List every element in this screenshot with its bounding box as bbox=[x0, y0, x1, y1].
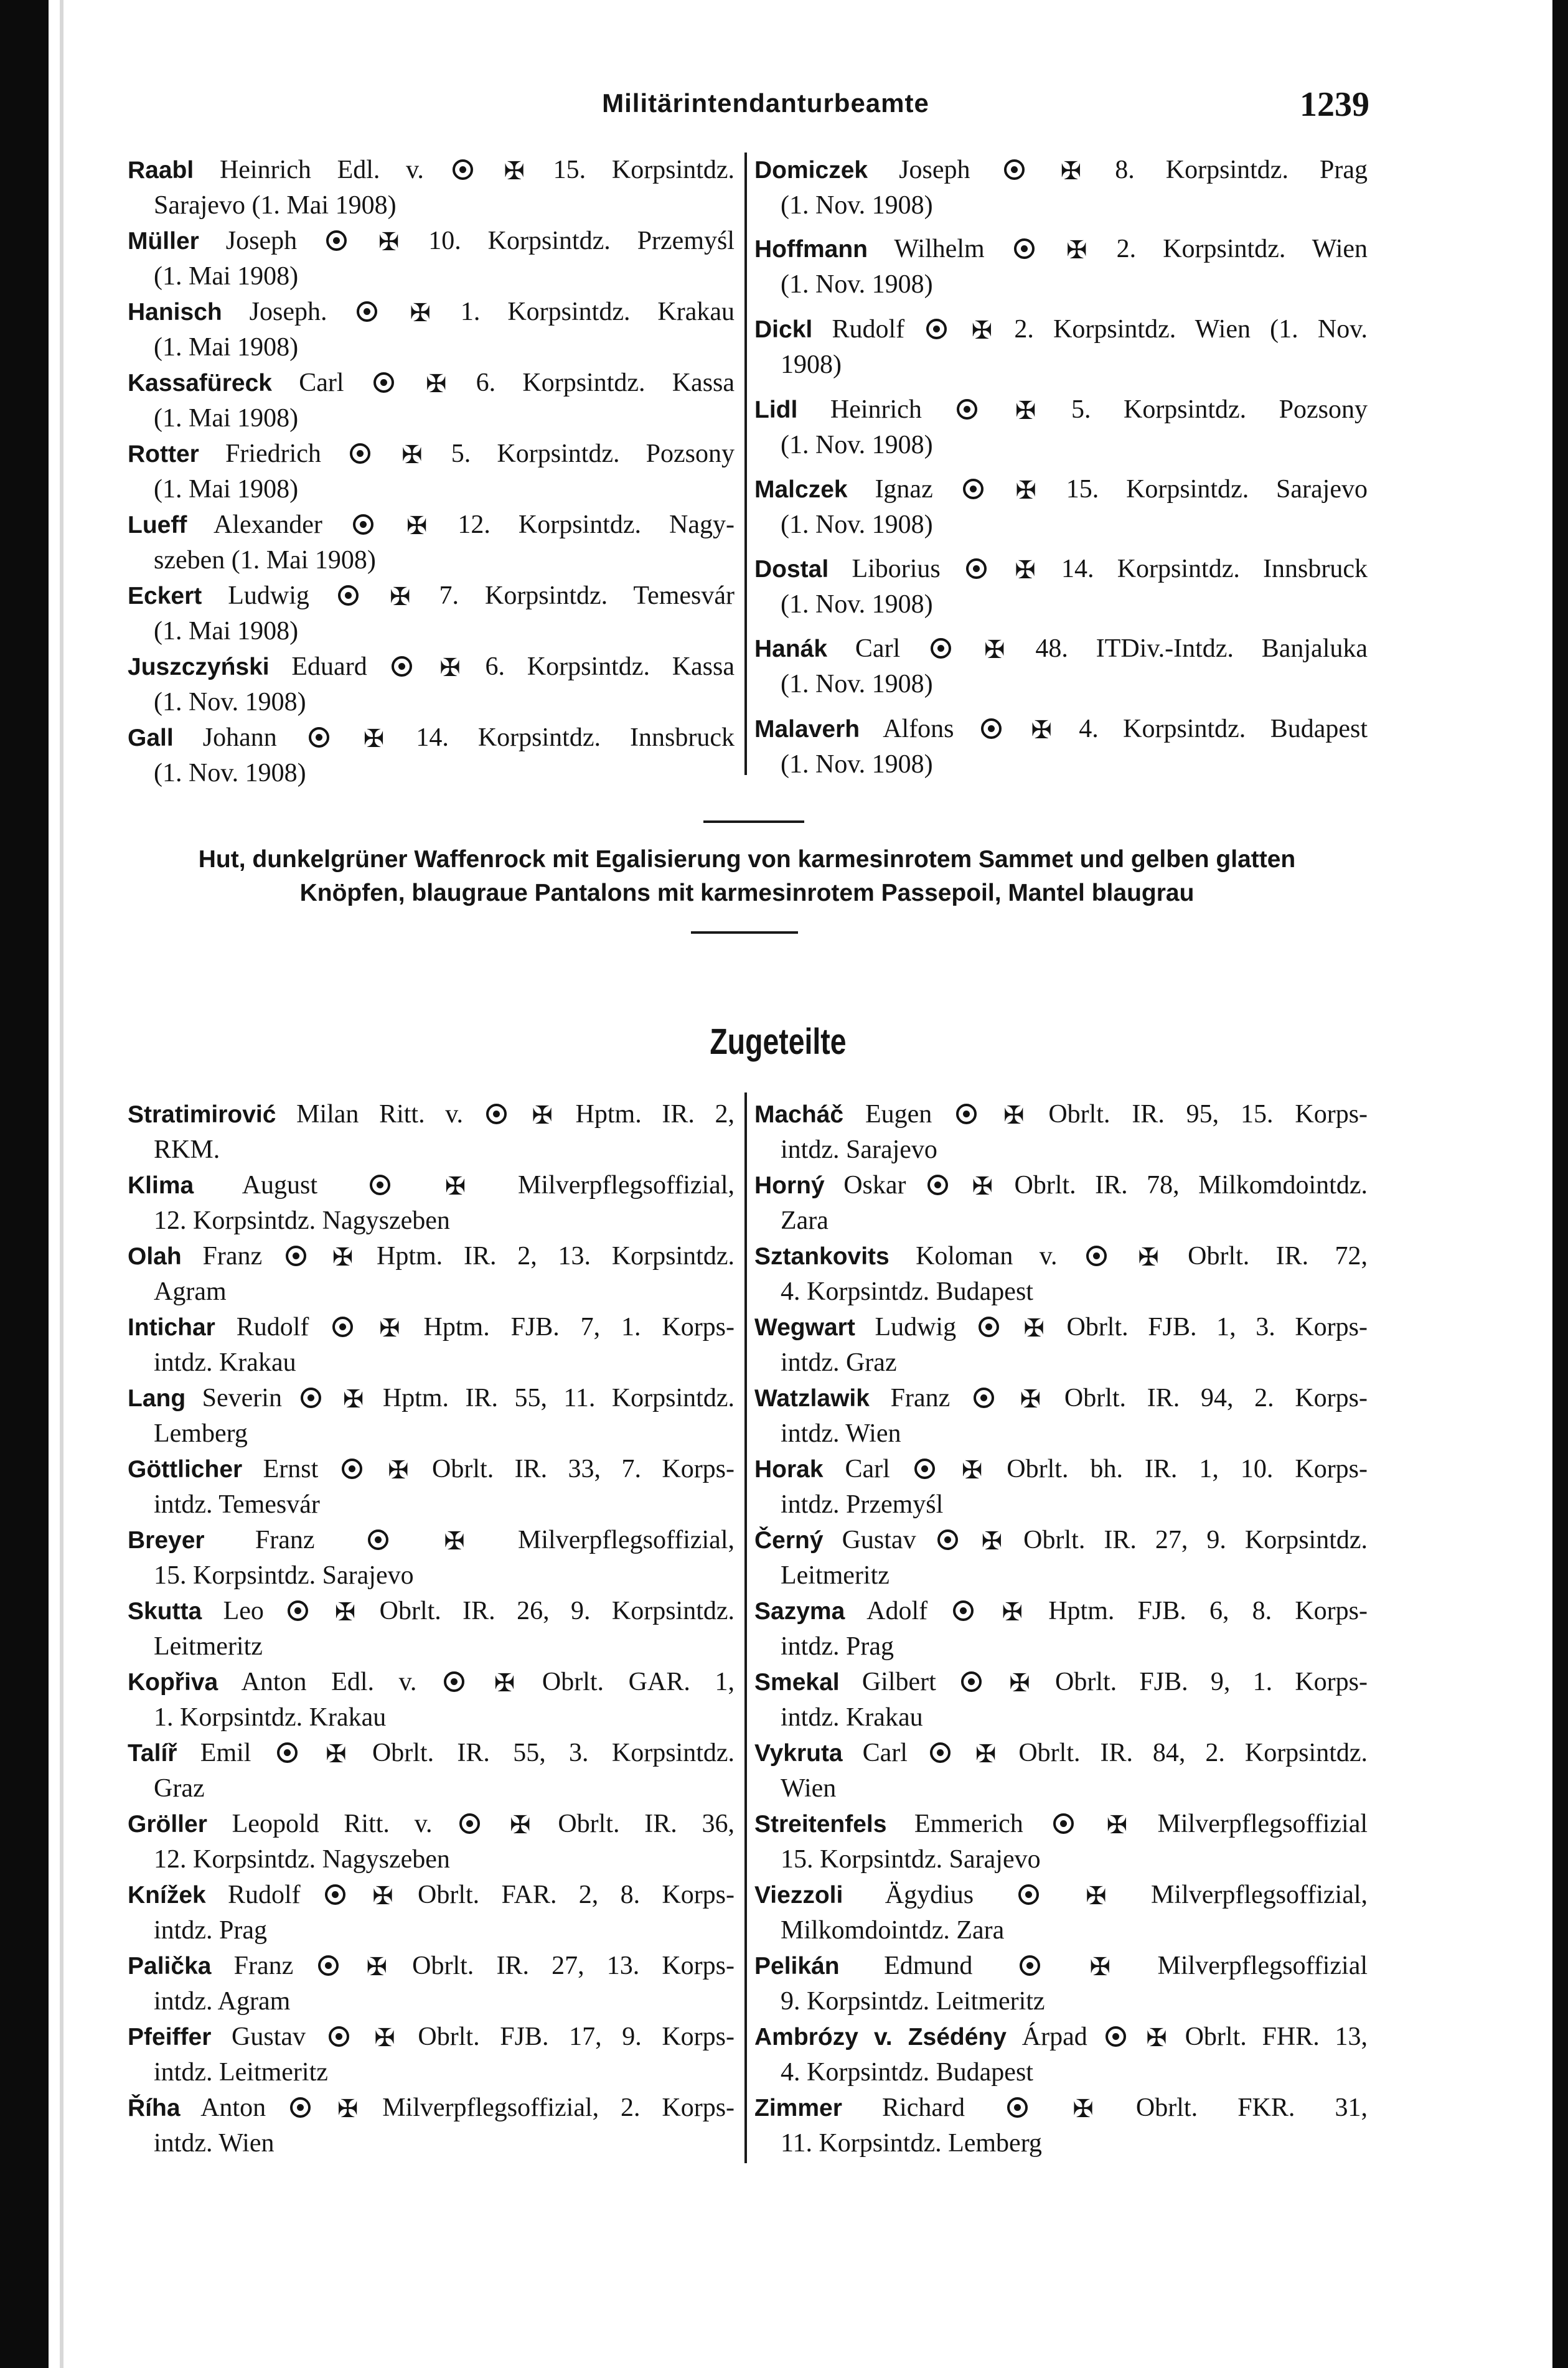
entry-line: Pelikán Edmund ✠ Milverpflegsoffizial bbox=[754, 1952, 1368, 1981]
decoration-cross-icon: ✠ bbox=[425, 370, 447, 398]
list-item bbox=[754, 1168, 1368, 1239]
decoration-medal-icon bbox=[930, 1742, 951, 1763]
decoration-medal-icon bbox=[974, 1388, 994, 1408]
decoration-medal-icon bbox=[309, 727, 329, 748]
decoration-cross-icon: ✠ bbox=[337, 2095, 359, 2123]
entry-surname: Gall bbox=[128, 725, 174, 751]
entry-surname: Hanisch bbox=[128, 299, 222, 326]
decoration-cross-icon: ✠ bbox=[1073, 2095, 1094, 2123]
decoration-medal-icon bbox=[301, 1388, 321, 1408]
entry-line: Paličkа Franz ✠ Obrlt. IR. 27, 13. Korps- bbox=[128, 1952, 735, 1981]
decoration-medal-icon bbox=[459, 1813, 480, 1834]
list-item bbox=[754, 1877, 1368, 1948]
list-item bbox=[754, 1381, 1368, 1452]
entry-surname: Lueff bbox=[128, 512, 187, 538]
entry-line: (1. Nov. 1908) bbox=[781, 590, 933, 619]
entry-line: Zara bbox=[781, 1206, 829, 1235]
decoration-medal-icon bbox=[957, 399, 977, 420]
entry-line: intdz. Prag bbox=[781, 1632, 894, 1661]
uniform-description bbox=[128, 843, 1366, 910]
decoration-medal-icon bbox=[937, 1529, 958, 1550]
entry-line: Graz bbox=[154, 1774, 205, 1803]
decoration-cross-icon: ✠ bbox=[1138, 1243, 1159, 1271]
entry-line: 12. Korpsintdz. Nagyszeben bbox=[154, 1206, 450, 1235]
decoration-cross-icon: ✠ bbox=[389, 583, 411, 611]
entry-line: Klima August ✠ Milverpflegsoffizial, bbox=[128, 1171, 735, 1200]
entry-line: 9. Korpsintdz. Leitmeritz bbox=[781, 1987, 1045, 2016]
decoration-medal-icon bbox=[353, 514, 373, 535]
decoration-cross-icon: ✠ bbox=[984, 636, 1005, 664]
entry-line: Skutta Leo ✠ Obrlt. IR. 26, 9. Korpsintdz. bbox=[128, 1597, 735, 1626]
entry-surname: Juszczyński bbox=[128, 654, 270, 680]
entry-line: (1. Nov. 1908) bbox=[781, 510, 933, 539]
decoration-cross-icon: ✠ bbox=[1031, 716, 1052, 744]
entry-surname: Malczek bbox=[754, 476, 848, 503]
list-item bbox=[128, 1594, 735, 1665]
entry-line: Horný Oskar ✠ Obrlt. IR. 78, Milkomdointdz. bbox=[754, 1171, 1368, 1200]
decoration-medal-icon bbox=[338, 585, 359, 606]
entry-line: 1908) bbox=[781, 350, 842, 379]
entry-surname: Knížek bbox=[128, 1882, 206, 1909]
entry-line: Kopřiva Anton Edl. v. ✠ Obrlt. GAR. 1, bbox=[128, 1668, 735, 1697]
entry-line: (1. Mai 1908) bbox=[154, 404, 299, 433]
list-item bbox=[128, 436, 735, 507]
decoration-medal-icon bbox=[963, 479, 984, 499]
decoration-cross-icon: ✠ bbox=[1002, 1598, 1023, 1626]
entry-line: Dickl Rudolf ✠ 2. Korpsintdz. Wien (1. Nov. bbox=[754, 315, 1368, 344]
entry-line: intdz. Leitmeritz bbox=[154, 2058, 328, 2087]
list-item bbox=[128, 1736, 735, 1807]
entry-line: intdz. Prag bbox=[154, 1916, 267, 1945]
list-item bbox=[128, 1452, 735, 1523]
decoration-medal-icon bbox=[325, 1884, 345, 1905]
decoration-cross-icon: ✠ bbox=[401, 441, 423, 469]
entry-surname: Sazyma bbox=[754, 1598, 845, 1625]
list-item bbox=[754, 1310, 1368, 1381]
uniform-description-line: Hut, dunkelgrüner Waffenrock mit Egalisierung von karmesinrotem Sammet und gelben glatten bbox=[198, 846, 1296, 873]
entry-line: Dostal Liborius ✠ 14. Korpsintdz. Innsbruck bbox=[754, 555, 1368, 584]
entry-line: Sztankovits Koloman v. ✠ Obrlt. IR. 72, bbox=[754, 1242, 1368, 1271]
list-item bbox=[128, 649, 735, 720]
decoration-cross-icon: ✠ bbox=[363, 725, 385, 753]
decoration-medal-icon bbox=[288, 1600, 308, 1621]
entry-line: Olah Franz ✠ Hptm. IR. 2, 13. Korpsintdz. bbox=[128, 1242, 735, 1271]
entry-line: 1. Korpsintdz. Krakau bbox=[154, 1703, 387, 1732]
decoration-medal-icon bbox=[277, 1742, 298, 1763]
decoration-cross-icon: ✠ bbox=[972, 1172, 993, 1200]
decoration-medal-icon bbox=[368, 1529, 388, 1550]
entry-line: Intichar Rudolf ✠ Hptm. FJB. 7, 1. Korps- bbox=[128, 1313, 735, 1342]
entry-line: Pfeiffer Gustav ✠ Obrlt. FJB. 17, 9. Korps- bbox=[128, 2023, 735, 2052]
entry-line: 12. Korpsintdz. Nagyszeben bbox=[154, 1845, 450, 1874]
list-item bbox=[128, 1239, 735, 1310]
entry-line: Raabl Heinrich Edl. v. ✠ 15. Korpsintdz. bbox=[128, 156, 735, 185]
decoration-medal-icon bbox=[1004, 159, 1025, 180]
scan-gutter-line bbox=[60, 0, 63, 2368]
entry-line: intdz. Wien bbox=[781, 1419, 901, 1448]
decoration-cross-icon: ✠ bbox=[494, 1669, 515, 1697]
entry-line: Hanisch Joseph. ✠ 1. Korpsintdz. Krakau bbox=[128, 298, 735, 327]
list-item bbox=[754, 1807, 1368, 1877]
decoration-medal-icon bbox=[392, 656, 412, 677]
entry-surname: Klima bbox=[128, 1172, 194, 1199]
section-rule bbox=[703, 820, 804, 823]
decoration-cross-icon: ✠ bbox=[388, 1456, 409, 1484]
section-heading: Zugeteilte bbox=[710, 1022, 847, 1062]
decoration-medal-icon bbox=[370, 1175, 390, 1195]
list-item bbox=[754, 1097, 1368, 1168]
entry-line: Viezzoli Ägydius ✠ Milverpflegsoffizial, bbox=[754, 1881, 1368, 1910]
decoration-medal-icon bbox=[350, 443, 370, 464]
list-item bbox=[754, 2090, 1368, 2161]
decoration-cross-icon: ✠ bbox=[374, 2024, 395, 2052]
list-item bbox=[128, 1877, 735, 1948]
entry-surname: Pfeiffer bbox=[128, 2024, 212, 2051]
entry-line: Lidl Heinrich ✠ 5. Korpsintdz. Pozsony bbox=[754, 395, 1368, 425]
entry-line: intdz. Graz bbox=[781, 1348, 897, 1377]
decoration-cross-icon: ✠ bbox=[961, 1456, 983, 1484]
decoration-medal-icon bbox=[1086, 1246, 1107, 1266]
entry-line: Leitmeritz bbox=[781, 1561, 890, 1590]
entry-surname: Kopřiva bbox=[128, 1669, 218, 1696]
decoration-medal-icon bbox=[453, 159, 473, 180]
list-item bbox=[128, 294, 735, 365]
entry-line: intdz. Agram bbox=[154, 1987, 291, 2016]
list-item bbox=[754, 472, 1368, 543]
decoration-medal-icon bbox=[1106, 2026, 1126, 2047]
entry-surname: Smekal bbox=[754, 1669, 840, 1696]
decoration-medal-icon bbox=[927, 1175, 948, 1195]
entry-line: intdz. Krakau bbox=[154, 1348, 296, 1377]
entry-surname: Hanák bbox=[754, 636, 828, 662]
entry-line: Göttlicher Ernst ✠ Obrlt. IR. 33, 7. Korps- bbox=[128, 1455, 735, 1484]
entry-surname: Müller bbox=[128, 228, 199, 255]
entry-surname: Sztankovits bbox=[754, 1243, 890, 1270]
entry-surname: Horak bbox=[754, 1456, 824, 1483]
decoration-medal-icon bbox=[286, 1246, 306, 1266]
decoration-medal-icon bbox=[357, 301, 377, 322]
decoration-cross-icon: ✠ bbox=[971, 316, 993, 344]
entry-line: 4. Korpsintdz. Budapest bbox=[781, 1277, 1033, 1306]
entry-line: intdz. Przemyśl bbox=[781, 1490, 944, 1519]
entry-line: 11. Korpsintdz. Lemberg bbox=[781, 2129, 1042, 2158]
list-item bbox=[754, 153, 1368, 223]
decoration-medal-icon bbox=[1014, 238, 1035, 259]
decoration-medal-icon bbox=[931, 638, 951, 659]
entry-line: (1. Nov. 1908) bbox=[781, 431, 933, 459]
entry-surname: Viezzoli bbox=[754, 1882, 843, 1909]
decoration-medal-icon bbox=[981, 718, 1002, 739]
entry-line: (1. Nov. 1908) bbox=[781, 750, 933, 779]
decoration-cross-icon: ✠ bbox=[1146, 2024, 1167, 2052]
list-item bbox=[754, 1452, 1368, 1523]
entry-surname: Dostal bbox=[754, 556, 829, 583]
decoration-cross-icon: ✠ bbox=[1023, 1314, 1045, 1342]
entry-surname: Vykruta bbox=[754, 1740, 843, 1767]
running-header: Militärintendanturbeamte bbox=[602, 88, 929, 118]
decoration-cross-icon: ✠ bbox=[1020, 1385, 1041, 1413]
decoration-medal-icon bbox=[966, 558, 987, 579]
decoration-cross-icon: ✠ bbox=[439, 654, 461, 682]
entry-line: Hoffmann Wilhelm ✠ 2. Korpsintdz. Wien bbox=[754, 235, 1368, 264]
decoration-cross-icon: ✠ bbox=[1089, 1953, 1111, 1981]
decoration-medal-icon bbox=[486, 1104, 507, 1124]
entry-surname: Skutta bbox=[128, 1598, 202, 1625]
entry-surname: Ambrózy v. Zsédény bbox=[754, 2024, 1007, 2051]
entry-line: 15. Korpsintdz. Sarajevo bbox=[154, 1561, 414, 1590]
decoration-cross-icon: ✠ bbox=[410, 299, 431, 327]
entry-line: Gröller Leopold Ritt. v. ✠ Obrlt. IR. 36, bbox=[128, 1810, 735, 1839]
entry-surname: Pelikán bbox=[754, 1953, 840, 1980]
entry-surname: Raabl bbox=[128, 157, 194, 184]
list-item bbox=[754, 232, 1368, 303]
list-item bbox=[128, 1168, 735, 1239]
entry-surname: Wegwart bbox=[754, 1314, 855, 1341]
entry-line: Kassafüreck Carl ✠ 6. Korpsintdz. Kassa bbox=[128, 369, 735, 398]
decoration-cross-icon: ✠ bbox=[444, 1172, 466, 1200]
entry-line: Lang Severin ✠ Hptm. IR. 55, 11. Korpsintdz. bbox=[128, 1384, 735, 1413]
decoration-cross-icon: ✠ bbox=[975, 1740, 997, 1768]
entry-surname: Streitenfels bbox=[754, 1811, 887, 1838]
entry-surname: Malaverh bbox=[754, 716, 860, 743]
list-item bbox=[754, 392, 1368, 463]
list-item bbox=[128, 2090, 735, 2161]
decoration-cross-icon: ✠ bbox=[1106, 1811, 1128, 1839]
entry-surname: Domiczek bbox=[754, 157, 868, 184]
decoration-cross-icon: ✠ bbox=[532, 1101, 553, 1129]
scan-edge-right bbox=[1552, 0, 1568, 2368]
decoration-medal-icon bbox=[979, 1317, 999, 1337]
decoration-cross-icon: ✠ bbox=[372, 1882, 393, 1910]
decoration-cross-icon: ✠ bbox=[1003, 1101, 1025, 1129]
list-item bbox=[128, 1523, 735, 1594]
list-item bbox=[754, 312, 1368, 383]
entry-surname: Říha bbox=[128, 2095, 181, 2121]
entry-line: (1. Nov. 1908) bbox=[781, 670, 933, 698]
list-item bbox=[128, 1097, 735, 1168]
decoration-cross-icon: ✠ bbox=[378, 228, 400, 256]
list-item bbox=[128, 578, 735, 649]
entry-surname: Kassafüreck bbox=[128, 370, 272, 397]
entry-line: Malaverh Alfons ✠ 4. Korpsintdz. Budapest bbox=[754, 715, 1368, 744]
list-item bbox=[754, 2019, 1368, 2090]
list-item bbox=[128, 1948, 735, 2019]
entry-line: Streitenfels Emmerich ✠ Milverpflegsoffizial bbox=[754, 1810, 1368, 1839]
list-item bbox=[754, 1239, 1368, 1310]
list-item bbox=[754, 1665, 1368, 1736]
entry-line: (1. Nov. 1908) bbox=[781, 191, 933, 220]
entry-line: Wegwart Ludwig ✠ Obrlt. FJB. 1, 3. Korps- bbox=[754, 1313, 1368, 1342]
decoration-cross-icon: ✠ bbox=[406, 512, 428, 540]
decoration-medal-icon bbox=[290, 2097, 311, 2118]
decoration-cross-icon: ✠ bbox=[379, 1314, 400, 1342]
entry-line: 4. Korpsintdz. Budapest bbox=[781, 2058, 1033, 2087]
decoration-medal-icon bbox=[1053, 1813, 1074, 1834]
entry-line: Hanák Carl ✠ 48. ITDiv.-Intdz. Banjaluka bbox=[754, 634, 1368, 664]
entry-surname: Dickl bbox=[754, 316, 813, 343]
decoration-medal-icon bbox=[1007, 2097, 1028, 2118]
entry-line: intdz. Sarajevo bbox=[781, 1135, 937, 1164]
decoration-medal-icon bbox=[318, 1955, 339, 1976]
entry-line: Milkomdointdz. Zara bbox=[781, 1916, 1005, 1945]
column-divider-top bbox=[744, 153, 747, 775]
list-item bbox=[128, 2019, 735, 2090]
decoration-cross-icon: ✠ bbox=[342, 1385, 364, 1413]
decoration-medal-icon bbox=[961, 1671, 982, 1692]
entry-line: Smekal Gilbert ✠ Obrlt. FJB. 9, 1. Korps- bbox=[754, 1668, 1368, 1697]
entry-line: (1. Mai 1908) bbox=[154, 333, 299, 362]
entry-surname: Olah bbox=[128, 1243, 182, 1270]
entry-surname: Eckert bbox=[128, 583, 202, 609]
entry-line: Horak Carl ✠ Obrlt. bh. IR. 1, 10. Korps- bbox=[754, 1455, 1368, 1484]
entry-line: Juszczyński Eduard ✠ 6. Korpsintdz. Kassa bbox=[128, 652, 735, 682]
entry-line: Černý Gustav ✠ Obrlt. IR. 27, 9. Korpsintdz. bbox=[754, 1526, 1368, 1555]
entry-surname: Lang bbox=[128, 1385, 186, 1412]
entry-line: Sarajevo (1. Mai 1908) bbox=[154, 191, 397, 220]
entry-line: Gall Johann ✠ 14. Korpsintdz. Innsbruck bbox=[128, 723, 735, 753]
decoration-medal-icon bbox=[329, 2026, 349, 2047]
entry-surname: Paličkа bbox=[128, 1953, 212, 1980]
entry-line: Stratimirović Milan Ritt. v. ✠ Hptm. IR. 2, bbox=[128, 1100, 735, 1129]
decoration-cross-icon: ✠ bbox=[334, 1598, 356, 1626]
entry-line: (1. Mai 1908) bbox=[154, 617, 299, 646]
entry-line: Lemberg bbox=[154, 1419, 248, 1448]
list-item bbox=[754, 1736, 1368, 1807]
decoration-medal-icon bbox=[956, 1104, 977, 1124]
entry-line: intdz. Wien bbox=[154, 2129, 275, 2158]
decoration-cross-icon: ✠ bbox=[1086, 1882, 1107, 1910]
list-item bbox=[128, 1381, 735, 1452]
decoration-medal-icon bbox=[1018, 1884, 1039, 1905]
entry-line: Rotter Friedrich ✠ 5. Korpsintdz. Pozsony bbox=[128, 439, 735, 469]
entry-line: Knížek Rudolf ✠ Obrlt. FAR. 2, 8. Korps- bbox=[128, 1881, 735, 1910]
decoration-medal-icon bbox=[326, 230, 347, 251]
entry-line: Vykruta Carl ✠ Obrlt. IR. 84, 2. Korpsintdz. bbox=[754, 1739, 1368, 1768]
list-item bbox=[754, 1523, 1368, 1594]
decoration-cross-icon: ✠ bbox=[332, 1243, 354, 1271]
entry-line: Malczek Ignaz ✠ 15. Korpsintdz. Sarajevo bbox=[754, 475, 1368, 504]
entry-surname: Gröller bbox=[128, 1811, 207, 1838]
entry-line: 15. Korpsintdz. Sarajevo bbox=[781, 1845, 1041, 1874]
list-item bbox=[754, 712, 1368, 782]
list-item bbox=[754, 1948, 1368, 2019]
decoration-cross-icon: ✠ bbox=[326, 1740, 347, 1768]
entry-surname: Talíř bbox=[128, 1740, 177, 1767]
list-item bbox=[128, 1665, 735, 1736]
entry-line: (1. Nov. 1908) bbox=[154, 688, 306, 717]
entry-surname: Macháč bbox=[754, 1101, 844, 1128]
decoration-cross-icon: ✠ bbox=[444, 1527, 465, 1555]
page-number: 1239 bbox=[1300, 85, 1369, 124]
entry-line: (1. Nov. 1908) bbox=[154, 759, 306, 787]
entry-line: Lueff Alexander ✠ 12. Korpsintdz. Nagy- bbox=[128, 510, 735, 540]
entry-surname: Intichar bbox=[128, 1314, 215, 1341]
entry-line: Talíř Emil ✠ Obrlt. IR. 55, 3. Korpsintdz. bbox=[128, 1739, 735, 1768]
decoration-medal-icon bbox=[926, 319, 947, 339]
decoration-medal-icon bbox=[332, 1317, 353, 1337]
decoration-cross-icon: ✠ bbox=[504, 157, 525, 185]
entry-line: Eckert Ludwig ✠ 7. Korpsintdz. Temesvár bbox=[128, 581, 735, 611]
decoration-medal-icon bbox=[1020, 1955, 1040, 1976]
entry-surname: Rotter bbox=[128, 441, 199, 467]
entry-line: (1. Nov. 1908) bbox=[781, 270, 933, 299]
list-item bbox=[754, 1594, 1368, 1665]
decoration-medal-icon bbox=[342, 1459, 362, 1479]
decoration-medal-icon bbox=[373, 372, 394, 393]
list-item bbox=[754, 552, 1368, 623]
entry-line: szeben (1. Mai 1908) bbox=[154, 546, 376, 575]
entry-line: Macháč Eugen ✠ Obrlt. IR. 95, 15. Korps- bbox=[754, 1100, 1368, 1129]
entry-line: Agram bbox=[154, 1277, 227, 1306]
decoration-medal-icon bbox=[953, 1600, 974, 1621]
entry-line: Zimmer Richard ✠ Obrlt. FKR. 31, bbox=[754, 2093, 1368, 2123]
list-item bbox=[754, 631, 1368, 702]
entry-surname: Lidl bbox=[754, 397, 798, 423]
entry-surname: Göttlicher bbox=[128, 1456, 243, 1483]
entry-surname: Zimmer bbox=[754, 2095, 842, 2121]
entry-line: RKM. bbox=[154, 1135, 220, 1164]
list-item bbox=[128, 1310, 735, 1381]
entry-line: Sazyma Adolf ✠ Hptm. FJB. 6, 8. Korps- bbox=[754, 1597, 1368, 1626]
entry-line: Ambrózy v. Zsédény Árpad ✠ Obrlt. FHR. 13, bbox=[754, 2023, 1368, 2052]
uniform-description-line: Knöpfen, blaugraue Pantalons mit karmesinrotem Passepoil, Mantel blaugrau bbox=[299, 880, 1195, 906]
decoration-cross-icon: ✠ bbox=[981, 1527, 1003, 1555]
list-item bbox=[128, 1807, 735, 1877]
decoration-cross-icon: ✠ bbox=[510, 1811, 531, 1839]
entry-line: Breyer Franz ✠ Milverpflegsoffizial, bbox=[128, 1526, 735, 1555]
entry-line: Wien bbox=[781, 1774, 837, 1803]
decoration-cross-icon: ✠ bbox=[1009, 1669, 1030, 1697]
decoration-cross-icon: ✠ bbox=[1015, 397, 1036, 425]
entry-surname: Hoffmann bbox=[754, 236, 868, 263]
decoration-medal-icon bbox=[914, 1459, 935, 1479]
decoration-medal-icon bbox=[444, 1671, 464, 1692]
entry-line: Říha Anton ✠ Milverpflegsoffizial, 2. Korps- bbox=[128, 2093, 735, 2123]
entry-surname: Černý bbox=[754, 1527, 824, 1554]
entry-surname: Breyer bbox=[128, 1527, 205, 1554]
list-item bbox=[128, 365, 735, 436]
entry-line: intdz. Krakau bbox=[781, 1703, 923, 1732]
column-divider-bottom bbox=[744, 1092, 747, 2163]
entry-line: Leitmeritz bbox=[154, 1632, 263, 1661]
entry-surname: Watzlawik bbox=[754, 1385, 870, 1412]
scan-edge-left bbox=[0, 0, 49, 2368]
section-rule bbox=[691, 931, 798, 934]
entry-line: intdz. Temesvár bbox=[154, 1490, 320, 1519]
decoration-cross-icon: ✠ bbox=[1015, 556, 1036, 584]
list-item bbox=[128, 720, 735, 791]
decoration-cross-icon: ✠ bbox=[1066, 236, 1087, 264]
entry-line: (1. Mai 1908) bbox=[154, 475, 299, 504]
entry-surname: Horný bbox=[754, 1172, 825, 1199]
entry-surname: Stratimirović bbox=[128, 1101, 276, 1128]
decoration-cross-icon: ✠ bbox=[366, 1953, 388, 1981]
entry-line: Watzlawik Franz ✠ Obrlt. IR. 94, 2. Korps- bbox=[754, 1384, 1368, 1413]
decoration-cross-icon: ✠ bbox=[1015, 476, 1036, 504]
decoration-cross-icon: ✠ bbox=[1060, 157, 1082, 185]
entry-line: (1. Mai 1908) bbox=[154, 262, 299, 291]
entry-line: Müller Joseph ✠ 10. Korpsintdz. Przemyśl bbox=[128, 227, 735, 256]
entry-line: Domiczek Joseph ✠ 8. Korpsintdz. Prag bbox=[754, 156, 1368, 185]
list-item bbox=[128, 507, 735, 578]
list-item bbox=[128, 223, 735, 294]
list-item bbox=[128, 153, 735, 223]
